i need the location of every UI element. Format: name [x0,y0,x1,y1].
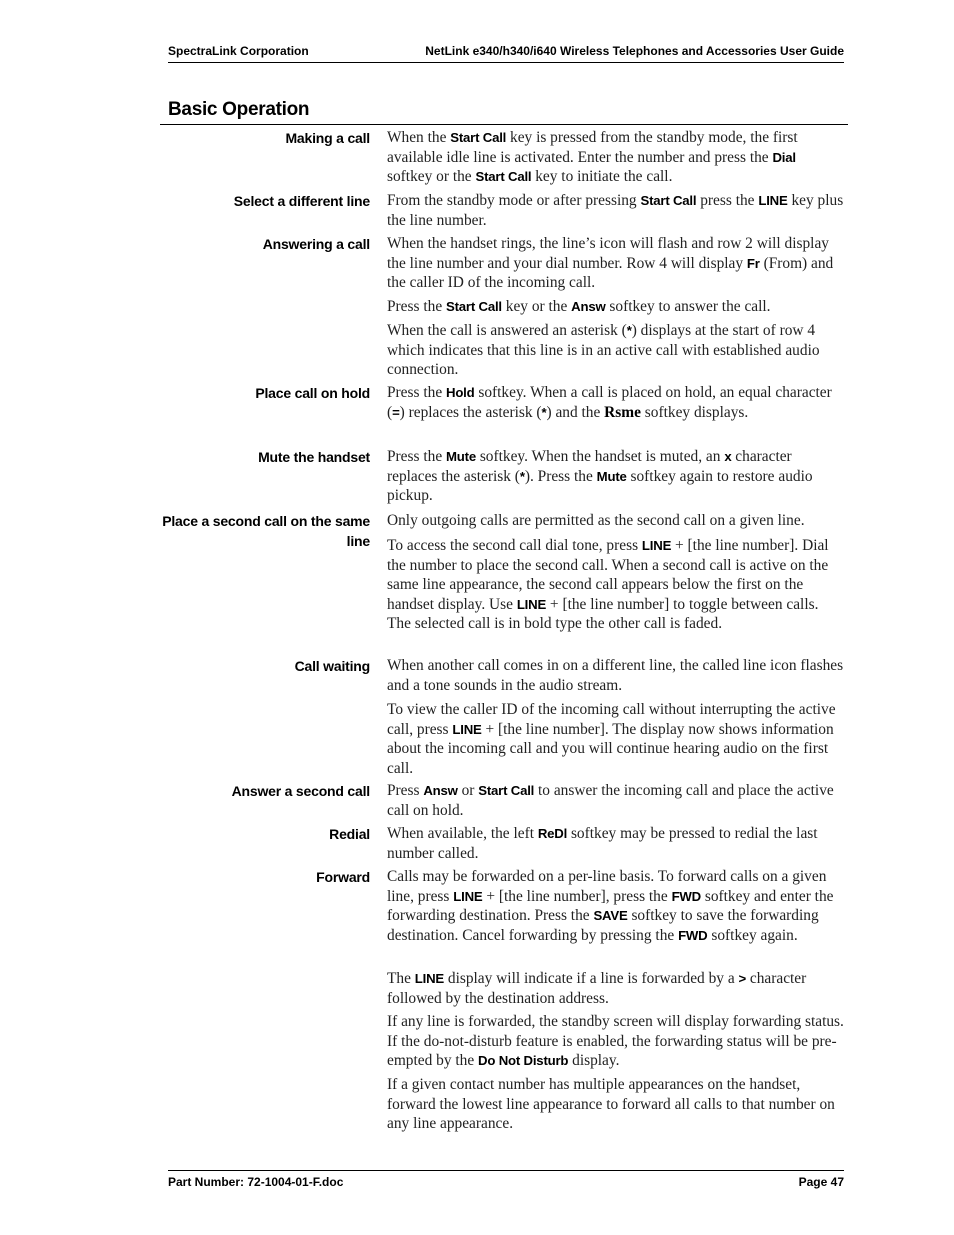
key-name: LINE [453,888,483,904]
row-label: Answer a second call [231,783,370,799]
text-run: character replaces the asterisk ( [387,448,792,485]
text-run: to answer the incoming call and place the active call on hold. [387,782,834,819]
key-name: Start Call [478,783,535,798]
row-label: Mute the handset [258,449,370,465]
key-name: * [626,323,632,338]
text-run: ) and the [546,403,605,421]
text-run: softkey to answer the call. [605,298,771,315]
row-paragraph [387,700,845,778]
key-name: > [738,971,747,986]
row-label: Select a different line [233,193,370,209]
page-footer [168,1170,844,1193]
row-paragraph [387,1012,845,1071]
key-name: Do Not Disturb [478,1053,569,1068]
row-paragraph [387,656,845,695]
row-label: Place call on hold [255,385,370,401]
text-run: softkey and enter the forwarding destination. Press the [387,887,834,924]
key-name: Start Call [446,299,502,314]
text-run: softkey. When a call is placed on hold, an equal character ( [387,384,832,421]
row-label: Answering a call [262,236,370,252]
key-name: FWD [678,927,708,943]
text-run: + [the line number]. Dial the number to place the second call. When a second call is active on the same line appearance, the second call appears below the first on the handset display. Use [387,537,829,613]
text-run: press the [696,192,759,209]
text-run: + [the line number] to toggle between calls. The selected call is in bold type the other call is faded. [387,595,819,632]
text-run: display. [568,1052,620,1069]
text-run: ). Press the [524,467,597,485]
key-name: ReDl [537,826,568,841]
key-name: * [519,468,525,484]
key-name: = [392,404,400,420]
row-paragraph [387,191,845,230]
row-paragraph [387,447,845,506]
footer-page-number: Page 47 [798,1175,844,1189]
section-title: Basic Operation [168,99,310,120]
text-run: If any line is forwarded, the standby screen will display forwarding status. If the do-not-disturb feature is enabled, the forwarding status will be pre-empted by the [387,1013,844,1069]
key-name: Mute [446,449,476,464]
key-name: * [541,404,547,420]
key-name: Start Call [450,130,507,145]
key-name: Start Call [640,193,697,208]
row-paragraph [387,969,845,1008]
row-label: Redial [329,826,370,842]
text-run: softkey to save the forwarding destination. Cancel forwarding by pressing the [387,907,819,944]
text-run: Press the [387,448,446,465]
softkey-name: Rsme [604,403,641,421]
text-run: From the standby mode or after pressing [387,192,641,209]
key-name: Dial [772,149,796,165]
page-header [168,44,844,63]
row-paragraph [387,867,845,945]
key-name: x [724,449,732,464]
text-run: softkey. When the handset is muted, an [475,448,725,465]
text-run: + [the line number], press the [482,887,672,905]
key-name: LINE [414,971,445,986]
key-name: LINE [452,721,482,737]
key-name: Fr [746,255,760,271]
text-run: When another call comes in on a different line, the called line icon flashes and a tone sounds in the audio stream. [387,657,844,694]
text-run: key plus the line number. [387,192,844,229]
row-paragraph [387,297,845,317]
header-guide-title: NetLink e340/h340/i640 Wireless Telephones and Accessories User Guide [425,44,844,58]
text-run: ) displays at the start of row 4 which indicates that this line is in an active call with established audio connection. [387,322,820,378]
text-run: Press the [387,384,446,401]
key-name: LINE [516,596,547,612]
text-run: + [the line number]. The display now shows information about the incoming call and you will continue hearing audio on the first call. [387,720,834,777]
row-paragraph [387,321,845,380]
text-run: When the handset rings, the line’s icon will flash and row 2 will display the line number and your dial number. Row 4 will display [387,235,829,272]
key-name: FWD [671,888,701,904]
text-run: When the [387,129,451,146]
key-name: Hold [446,385,475,400]
text-run: Calls may be forwarded on a per-line basis. To forward calls on a given line, press [387,868,827,905]
text-run: The [387,970,415,987]
text-run: Press [387,782,424,799]
text-run: (From) and the caller ID of the incoming call. [387,254,834,291]
text-run: display will indicate if a line is forwarded by a [444,970,739,987]
key-name: LINE [641,538,672,553]
section-divider [160,124,848,125]
row-paragraph [387,128,845,187]
text-run: When the call is answered an asterisk ( [387,322,627,339]
text-run: To access the second call dial tone, press [387,537,642,554]
row-label: Place a second call on the same line [162,513,370,549]
text-run: softkey again. [707,926,798,944]
text-run: Press the [387,298,446,315]
text-run: ) replaces the asterisk ( [399,403,542,421]
row-paragraph [387,781,845,820]
footer-part-number: Part Number: 72-1004-01-F.doc [168,1175,344,1189]
text-run: To view the caller ID of the incoming call without interrupting the active call, press [387,701,836,738]
row-paragraph [387,824,845,863]
text-run: softkey displays. [640,403,749,421]
row-paragraph [387,1075,845,1134]
text-run: softkey again to restore audio pickup. [387,467,813,504]
row-paragraph [387,234,845,293]
key-name: Answ [423,783,458,798]
text-run: softkey may be pressed to redial the last number called. [387,825,818,862]
row-label: Making a call [285,130,370,146]
text-run: Only outgoing calls are permitted as the second call on a given line. [387,512,805,529]
text-run: or [457,782,479,799]
key-name: LINE [758,193,788,208]
row-paragraph [387,536,845,634]
row-label: Call waiting [294,658,370,674]
key-name: Mute [596,468,627,484]
text-run: key to initiate the call. [531,168,673,185]
row-paragraph [387,383,845,422]
text-run: key or the [501,298,572,315]
text-run: character followed by the destination address. [387,970,807,1007]
text-run: If a given contact number has multiple appearances on the handset, forward the lowest line appearance to forward all calls to that number on any line appearance. [387,1076,835,1132]
text-run: softkey or the [387,168,476,185]
row-label: Forward [316,869,370,885]
text-run: key is pressed from the standby mode, the first available idle line is activated. Enter the number and press the [387,129,798,166]
key-name: Start Call [475,169,532,184]
row-paragraph [387,511,845,531]
text-run: When available, the left [387,825,538,842]
key-name: SAVE [593,908,628,923]
header-company: SpectraLink Corporation [168,44,309,58]
key-name: Answ [571,299,606,314]
